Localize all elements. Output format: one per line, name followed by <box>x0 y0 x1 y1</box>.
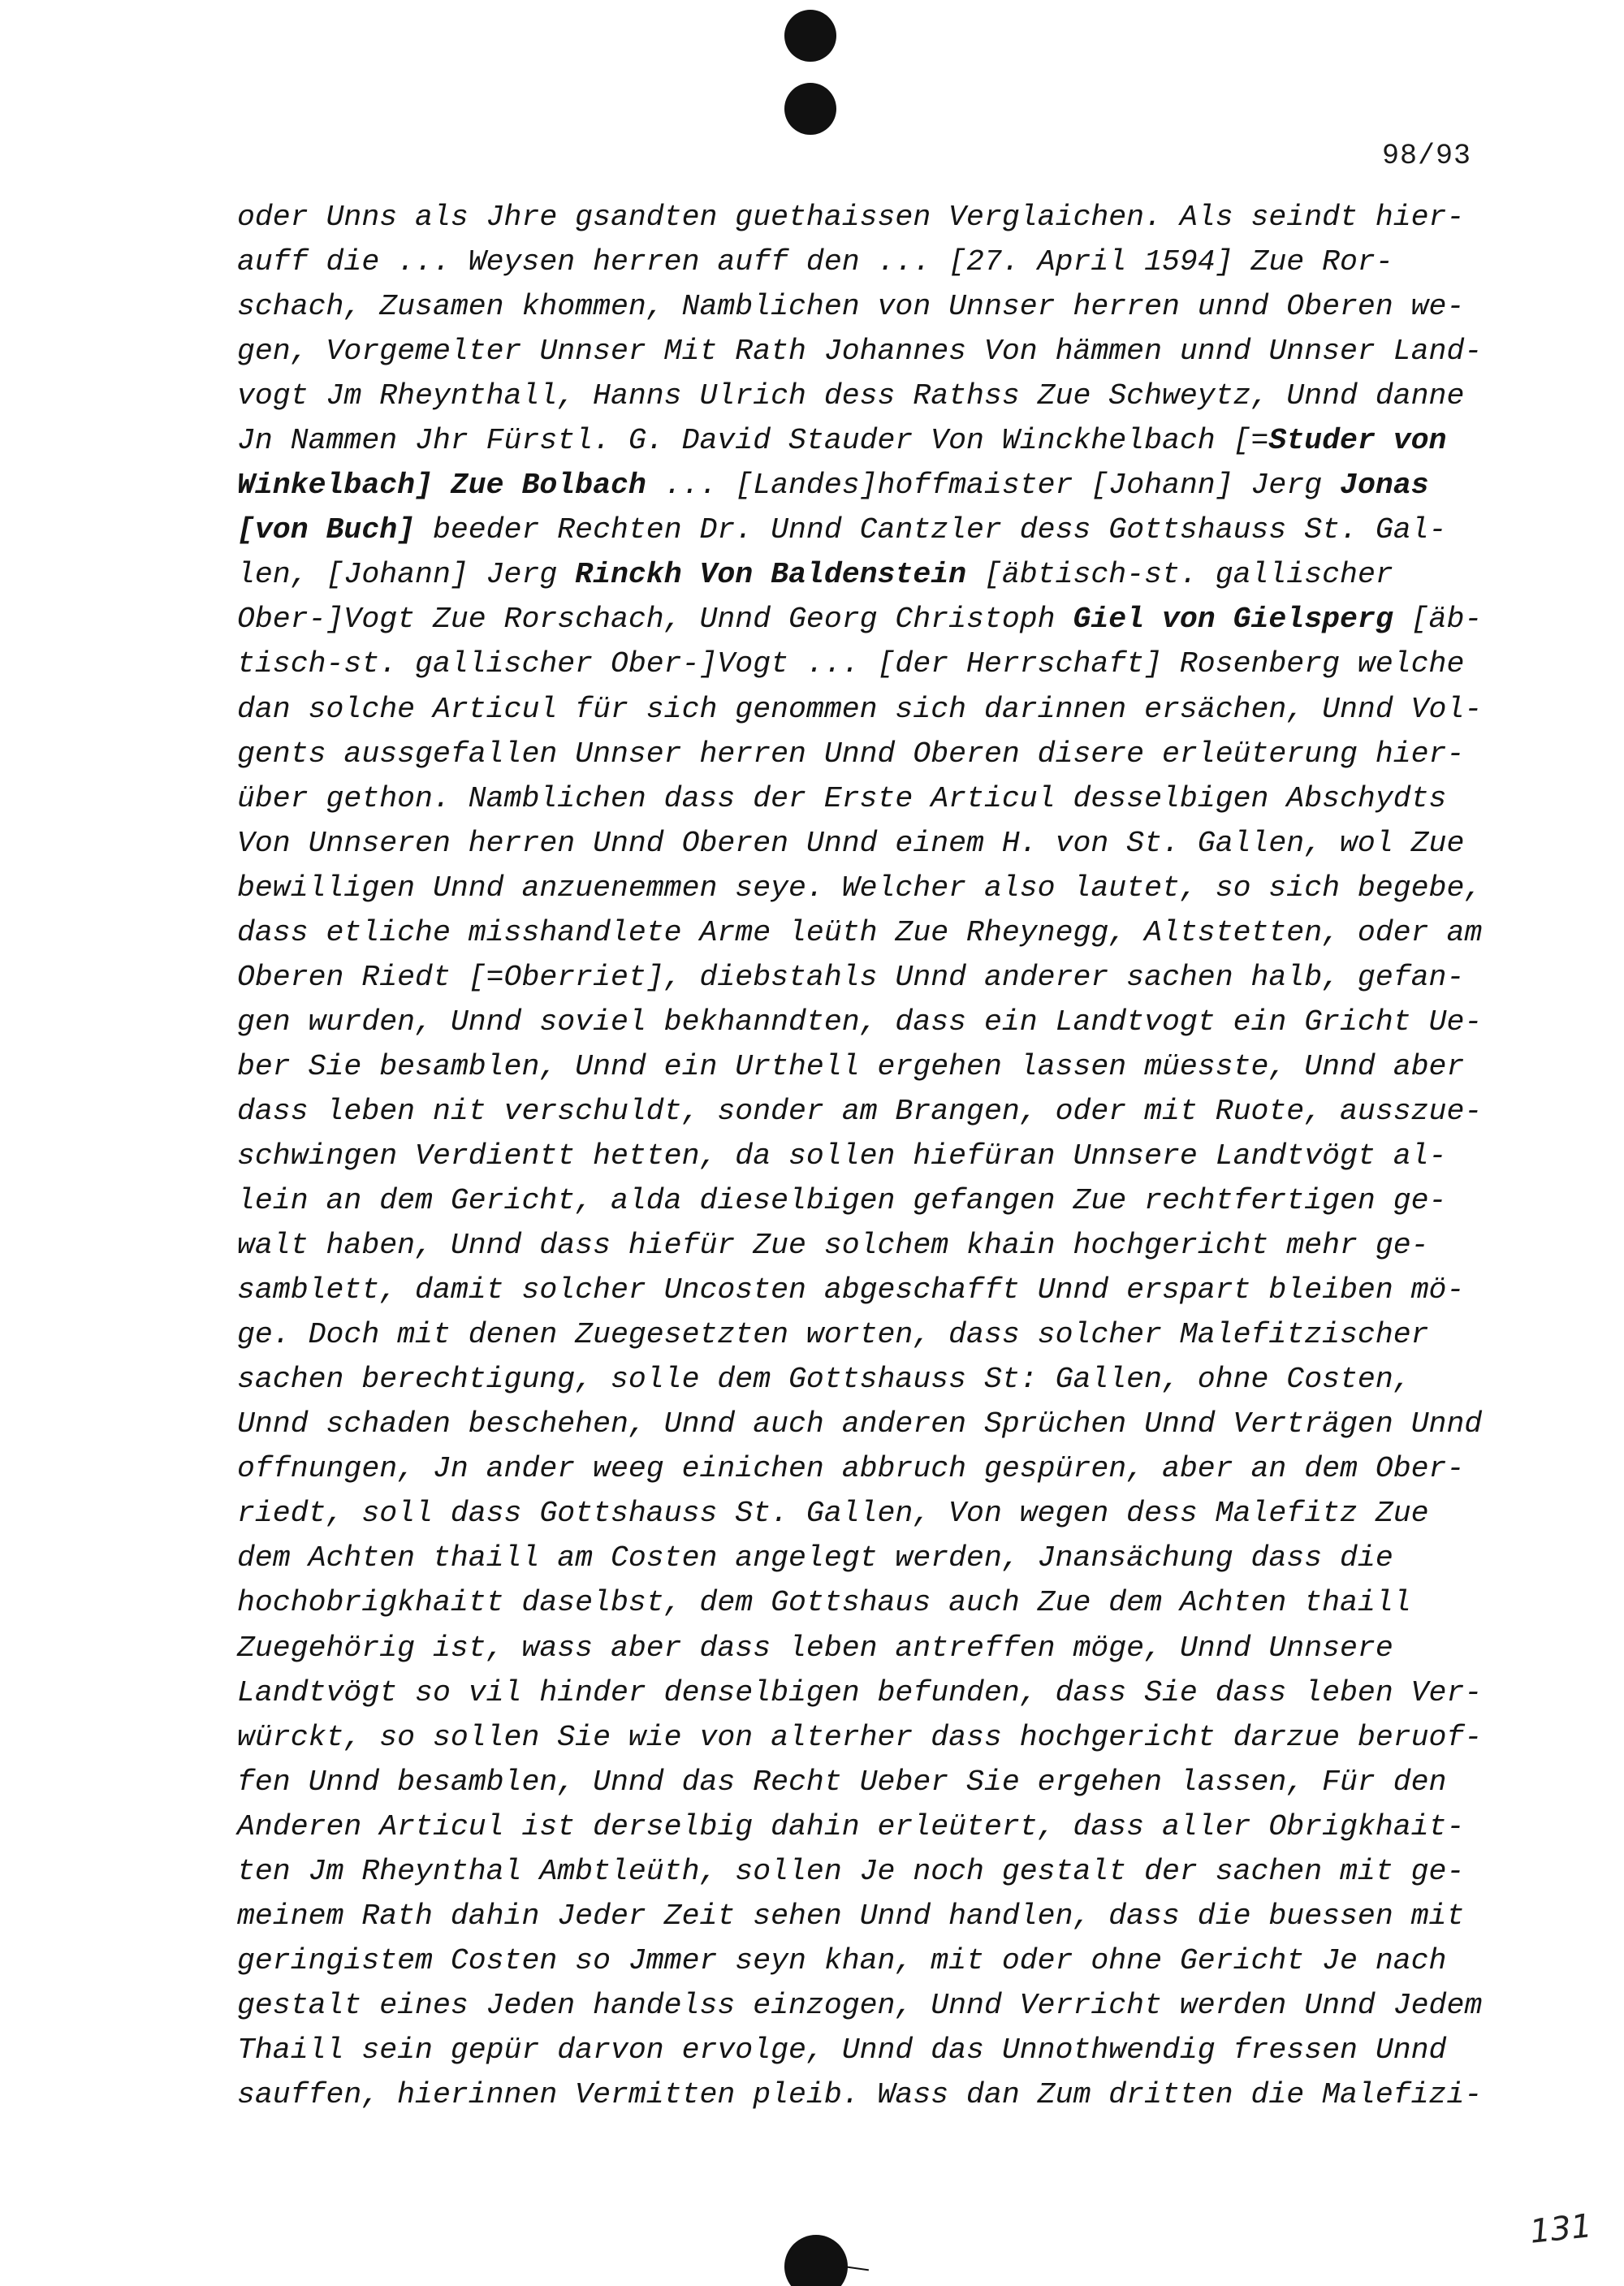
text-run: gents aussgefallen Unnser herren Unnd Oberen disere erleüterung hier- <box>237 737 1465 771</box>
text-run: Oberen Riedt [=Oberriet], diebstahls Unnd anderer sachen halb, gefan- <box>237 960 1465 994</box>
text-line <box>237 1804 1488 1849</box>
text-run: walt haben, Unnd dass hiefür Zue solchem khain hochgericht mehr ge- <box>237 1229 1429 1263</box>
bold-name: Giel von Gielsperg <box>1073 603 1393 637</box>
text-line <box>237 866 1488 910</box>
text-line <box>237 508 1488 552</box>
text-line <box>237 552 1488 597</box>
bold-name: Studer von <box>1268 424 1447 458</box>
punch-hole-upper <box>784 83 836 135</box>
text-run: ten Jm Rheynthal Ambtleüth, sollen Je noch gestalt der sachen mit ge- <box>237 1854 1465 1888</box>
text-run: über gethon. Namblichen dass der Erste Articul desselbigen Abschydts <box>237 781 1447 815</box>
text-line <box>237 955 1488 1000</box>
text-run: Ober-]Vogt Zue Rorschach, Unnd Georg Christoph <box>237 603 1073 637</box>
bold-name: Winkelbach] Zue Bolbach <box>237 469 646 503</box>
text-run: Landtvögt so vil hinder denselbigen befunden, dass Sie dass leben Ver- <box>237 1675 1483 1709</box>
text-run: würckt, so sollen Sie wie von alterher dass hochgericht darzue beruof- <box>237 1720 1483 1754</box>
text-run: gestalt eines Jeden handelss einzogen, Unnd Verricht werden Unnd Jedem <box>237 1988 1483 2022</box>
body-text <box>237 195 1488 2117</box>
text-line <box>237 1044 1488 1089</box>
text-run: schwingen Verdientt hetten, da sollen hiefüran Unnsere Landtvögt al- <box>237 1139 1447 1173</box>
text-line <box>237 642 1488 686</box>
text-run: Zuegehörig ist, wass aber dass leben antreffen möge, Unnd Unnsere <box>237 1631 1393 1665</box>
text-line <box>237 597 1488 642</box>
text-run: Anderen Articul ist derselbig dahin erleütert, dass aller Obrigkhait- <box>237 1809 1465 1843</box>
text-line <box>237 240 1488 284</box>
text-run: meinem Rath dahin Jeder Zeit sehen Unnd handlen, dass die buessen mit <box>237 1899 1465 1933</box>
text-line <box>237 1983 1488 2028</box>
bold-name: Jonas <box>1340 469 1429 503</box>
text-run: Jn Nammen Jhr Fürstl. G. David Stauder Von Winckhelbach [= <box>237 424 1269 458</box>
text-line <box>237 284 1488 329</box>
text-run: sauffen, hierinnen Vermitten pleib. Wass dan Zum dritten die Malefizi- <box>237 2077 1483 2111</box>
text-line <box>237 463 1488 508</box>
bold-name: [von Buch] <box>237 513 416 547</box>
text-line <box>237 1626 1488 1670</box>
text-line <box>237 1089 1488 1134</box>
text-line <box>237 732 1488 776</box>
text-line <box>237 1312 1488 1357</box>
text-line <box>237 374 1488 418</box>
text-line <box>237 329 1488 374</box>
text-run: lein an dem Gericht, alda dieselbigen gefangen Zue rechtfertigen ge- <box>237 1184 1447 1218</box>
text-line <box>237 1760 1488 1804</box>
text-line <box>237 1580 1488 1625</box>
text-run: bewilligen Unnd anzuenemmen seye. Welcher also lautet, so sich begebe, <box>237 871 1483 905</box>
text-line <box>237 1536 1488 1580</box>
text-line <box>237 195 1488 240</box>
handwritten-folio-number: 131 <box>1527 2207 1594 2251</box>
text-run: tisch-st. gallischer Ober-]Vogt ... [der Herrschaft] Rosenberg welche <box>237 647 1465 681</box>
text-run: dass etliche misshandlete Arme leüth Zue Rheynegg, Altstetten, oder am <box>237 915 1483 949</box>
text-line <box>237 821 1488 866</box>
page-number: 98/93 <box>1381 140 1471 172</box>
text-line <box>237 1357 1488 1402</box>
text-run: len, [Johann] Jerg <box>237 558 576 592</box>
text-run: oder Unns als Jhre gsandten guethaissen Verglaichen. Als seindt hier- <box>237 201 1465 234</box>
text-run: dem Achten thaill am Costen angelegt werden, Jnansächung dass die <box>237 1541 1393 1575</box>
text-run: hochobrigkhaitt daselbst, dem Gottshaus auch Zue dem Achten thaill <box>237 1586 1411 1620</box>
text-run: vogt Jm Rheynthall, Hanns Ulrich dess Rathss Zue Schweytz, Unnd danne <box>237 379 1465 413</box>
text-run: Unnd schaden beschehen, Unnd auch anderen Sprüchen Unnd Verträgen Unnd <box>237 1407 1483 1441</box>
text-run: samblett, damit solcher Uncosten abgeschafft Unnd erspart bleiben mö- <box>237 1273 1465 1307</box>
text-run: gen, Vorgemelter Unnser Mit Rath Johannes Von hämmen unnd Unnser Land- <box>237 335 1483 369</box>
text-line <box>237 1268 1488 1312</box>
text-run: [äb- <box>1393 603 1483 637</box>
text-run: riedt, soll dass Gottshauss St. Gallen, Von wegen dess Malefitz Zue <box>237 1497 1429 1531</box>
text-run: beeder Rechten Dr. Unnd Cantzler dess Gottshauss St. Gal- <box>415 513 1447 547</box>
text-line <box>237 2028 1488 2072</box>
text-line <box>237 1715 1488 1760</box>
bold-name: Rinckh Von Baldenstein <box>575 558 967 592</box>
text-line <box>237 1849 1488 1894</box>
text-line <box>237 1402 1488 1446</box>
text-run: geringistem Costen so Jmmer seyn khan, mit oder ohne Gericht Je nach <box>237 1943 1447 1977</box>
punch-hole-bottom <box>784 2235 848 2286</box>
text-line <box>237 1491 1488 1536</box>
text-line <box>237 1670 1488 1715</box>
text-line <box>237 1134 1488 1178</box>
text-run: ... [Landes]hoffmaister [Johann] Jerg <box>646 469 1341 503</box>
text-line <box>237 2072 1488 2117</box>
text-run: auff die ... Weysen herren auff den ... [27. April 1594] Zue Ror- <box>237 245 1393 279</box>
text-run: gen wurden, Unnd soviel bekhanndten, dass ein Landtvogt ein Gricht Ue- <box>237 1005 1483 1039</box>
text-line <box>237 687 1488 732</box>
text-line <box>237 1223 1488 1268</box>
text-run: schach, Zusamen khommen, Namblichen von Unnser herren unnd Oberen we- <box>237 290 1465 324</box>
text-run: Thaill sein gepür darvon ervolge, Unnd das Unnothwendig fressen Unnd <box>237 2033 1447 2067</box>
text-run: dass leben nit verschuldt, sonder am Brangen, oder mit Ruote, ausszue- <box>237 1094 1483 1128</box>
text-run: dan solche Articul für sich genommen sich darinnen ersächen, Unnd Vol- <box>237 692 1483 726</box>
text-line <box>237 1446 1488 1491</box>
text-run: sachen berechtigung, solle dem Gottshauss St: Gallen, ohne Costen, <box>237 1363 1411 1397</box>
text-run: offnungen, Jn ander weeg einichen abbruch gespüren, aber an dem Ober- <box>237 1452 1465 1486</box>
text-run: Von Unnseren herren Unnd Oberen Unnd einem H. von St. Gallen, wol Zue <box>237 826 1465 860</box>
punch-hole-top <box>784 10 836 62</box>
text-line <box>237 910 1488 955</box>
text-line <box>237 1178 1488 1223</box>
text-run: [äbtisch-st. gallischer <box>966 558 1393 592</box>
text-line <box>237 776 1488 821</box>
text-line <box>237 1894 1488 1938</box>
text-line <box>237 418 1488 463</box>
text-run: fen Unnd besamblen, Unnd das Recht Ueber Sie ergehen lassen, Für den <box>237 1765 1447 1799</box>
text-line <box>237 1938 1488 1983</box>
text-run: ber Sie besamblen, Unnd ein Urthell ergehen lassen müesste, Unnd aber <box>237 1049 1465 1083</box>
text-run: ge. Doch mit denen Zuegesetzten worten, dass solcher Malefitzischer <box>237 1318 1429 1352</box>
text-line <box>237 1000 1488 1044</box>
